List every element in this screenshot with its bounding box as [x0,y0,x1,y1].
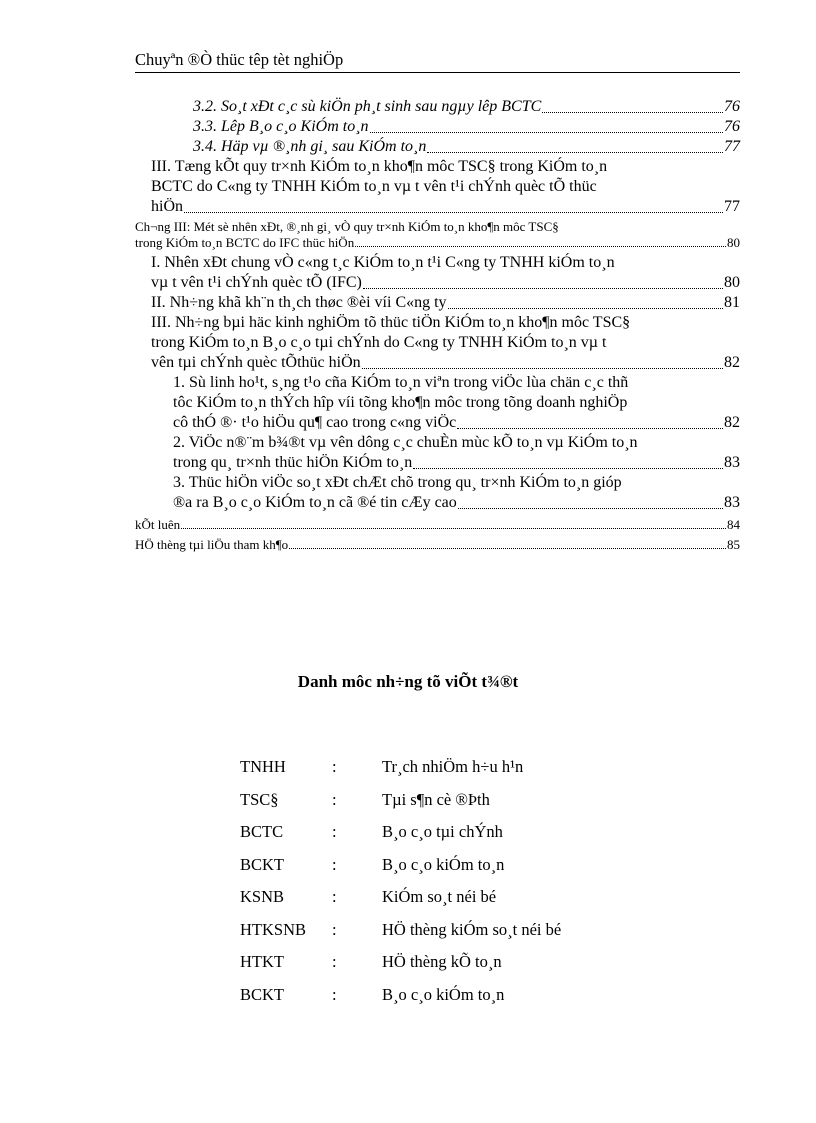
abbreviation-meaning: Tr¸ch nhiÖm h÷u h¹n [382,757,524,776]
toc-entry-text: HÖ thèng tµi liÖu tham kh¶o [135,537,289,552]
toc-page-number: 83 [724,454,740,471]
toc-page-number: 80 [724,274,740,291]
toc-leader [458,508,723,509]
toc-chapter-entry [135,219,740,251]
toc-entry-text: vµ t vên t¹i chÝnh quèc tÕ (IFC) [151,274,362,291]
abbreviation-meaning: B¸o c¸o tµi chÝnh [382,822,503,841]
toc-entry [151,293,740,313]
abbreviation-term: BCTC [240,822,284,841]
abbreviation-term: HTKSNB [240,919,307,939]
abbreviation-separator: : [332,984,337,1004]
toc-entry-text: hiÖn [151,198,183,215]
abbreviation-term: TNHH [240,757,286,776]
toc-leader [427,152,723,153]
abbreviation-separator: : [332,919,337,939]
toc-entry [193,97,740,117]
toc-entry-line: BCTC do C«ng ty TNHH KiÓm to¸n vµ t vên t¹i chÝnh quèc tÕ thüc [151,178,597,195]
toc-entry-last-line [151,273,740,293]
toc-entry-last-line [151,353,740,373]
toc-entry [135,517,740,533]
toc-entry-line: III. Nh÷ng bµi häc kinh nghiÖm tõ thüc tiÖn KiÓm to¸n kho¶n môc TSC§ [151,314,631,331]
abbreviation-meaning: Tµi s¶n cè ®Þth [382,789,490,809]
page-header: Chuyªn ®Ò thüc têp tèt nghiÖp [135,50,740,73]
toc-entry [135,537,740,553]
abbreviation-term: KSNB [240,887,285,906]
abbreviation-separator: : [332,887,337,906]
abbreviation-row [240,854,682,887]
toc-entry [193,137,740,157]
toc-entry-line: III. Tæng kÕt quy tr×nh KiÓm to¸n kho¶n môc TSC§ trong KiÓm to¸n [151,158,608,175]
toc-leader [362,368,723,369]
abbreviation-term: BCKT [240,854,285,874]
abbreviation-meaning: KiÓm so¸t néi bé [382,887,497,906]
abbreviation-row [240,984,682,1017]
toc-leader [289,548,726,549]
abbreviation-separator: : [332,952,337,971]
toc-entry-last-line [173,413,740,433]
toc-page-number: 76 [724,118,740,135]
toc-entry-line: 1. Sù linh ho¹t, s¸ng t¹o cña KiÓm to¸n viªn trong viÖc lùa chän c¸c thñ [173,374,629,391]
toc-entry [151,313,740,373]
abbreviation-meaning: B¸o c¸o kiÓm to¸n [382,984,505,1004]
toc-entry-text: vên tµi chÝnh quèc tÕthüc hiÖn [151,354,361,371]
toc-page-number: 82 [724,354,740,371]
toc-entry-line: I. Nhên xÐt chung vÒ c«ng t¸c KiÓm to¸n t¹i C«ng ty TNHH kiÓm to¸n [151,254,615,271]
abbreviation-meaning: HÖ thèng kiÓm so¸t néi bé [382,919,562,939]
abbreviation-term: HTKT [240,952,284,971]
toc-entry-text: II. Nh÷ng khã kh¨n th¸ch thøc ®èi víi C«ng ty [151,294,447,311]
abbreviation-meaning: B¸o c¸o kiÓm to¸n [382,854,505,874]
toc-page-number: 84 [727,517,740,532]
abbreviation-separator: : [332,789,337,809]
toc-entry-text: ®a ra B¸o c¸o KiÓm to¸n cã ®é tin cÆy cao [173,494,457,511]
abbreviation-row [240,756,682,789]
toc-leader [363,288,723,289]
toc-leader [448,308,723,309]
toc-entry-text: kÕt luên [135,517,181,532]
abbreviations-title: Danh môc nh÷ng tõ viÕt t¾®t [297,672,519,691]
toc-leader [413,468,723,469]
toc-page-number: 77 [724,198,740,215]
abbreviation-separator: : [332,822,337,841]
abbreviation-term: BCKT [240,984,285,1004]
toc-page-number: 85 [727,537,740,552]
abbreviation-term: TSC§ [240,789,279,809]
toc-leader [181,528,726,529]
toc-leader [184,212,723,213]
toc-page-number: 80 [727,235,740,250]
toc-page-number: 77 [724,138,740,155]
toc-page-number: 76 [724,98,740,115]
abbreviation-row [240,919,682,952]
toc-entry-text: trong KiÓm to¸n BCTC do IFC thüc hiÖn [135,235,355,250]
toc-entry [173,473,740,513]
abbreviation-row [240,789,682,822]
toc-leader [355,246,726,247]
toc-leader [457,428,723,429]
table-of-contents [135,97,740,553]
toc-leader [542,112,723,113]
toc-entry-line: 2. ViÖc n®¨m b¾®t vµ vên dông c¸c chuÈn mùc kÕ to¸n vµ KiÓm to¸n [173,434,638,451]
toc-entry-line: Ch¬ng III: Mét sè nhên xÐt, ®¸nh gi¸ vÒ quy tr×nh KiÓm to¸n kho¶n môc TSC§ [135,219,559,234]
toc-entry [173,433,740,473]
toc-entry-line: 3. Thüc hiÖn viÖc so¸t xÐt chÆt chõ trong qu¸ tr×nh KiÓm to¸n gióp [173,474,622,491]
toc-leader [370,132,723,133]
toc-entry [151,157,740,217]
toc-entry-line: tôc KiÓm to¸n thÝch hîp víi tõng kho¶n môc trong tõng doanh nghiÖp [173,394,628,411]
abbreviation-row [240,821,682,854]
toc-entry-last-line [173,493,740,513]
toc-entry-text: 3.3. Lêp B¸o c¸o KiÓm to¸n [193,118,369,135]
toc-page-number: 82 [724,414,740,431]
toc-entry-text: cô thÓ ®· t¹o hiÖu qu¶ cao trong c«ng viÖc [173,414,457,431]
abbreviation-row [240,951,682,984]
toc-entry-text: 3.4. Häp vµ ®¸nh gi¸ sau KiÓm to¸n [193,138,427,155]
toc-page-number: 81 [724,294,740,311]
abbreviations-list [240,756,682,1016]
toc-page-number: 83 [724,494,740,511]
toc-entry-text: 3.2. So¸t xÐt c¸c sù kiÖn ph¸t sinh sau ngµy lêp BCTC [193,98,542,115]
abbreviation-meaning: HÖ thèng kÕ to¸n [382,952,502,971]
toc-entry [193,117,740,137]
toc-entry [151,253,740,293]
abbreviation-separator: : [332,854,337,874]
toc-entry-last-line [151,197,740,217]
toc-entry-line: trong KiÓm to¸n B¸o c¸o tµi chÝnh do C«ng ty TNHH KiÓm to¸n vµ t [151,334,607,351]
toc-entry-last-line [135,235,740,251]
toc-entry [173,373,740,433]
toc-entry-text: trong qu¸ tr×nh thüc hiÖn KiÓm to¸n [173,454,413,471]
toc-entry-last-line [173,453,740,473]
abbreviation-row [240,886,682,919]
abbreviation-separator: : [332,757,337,776]
